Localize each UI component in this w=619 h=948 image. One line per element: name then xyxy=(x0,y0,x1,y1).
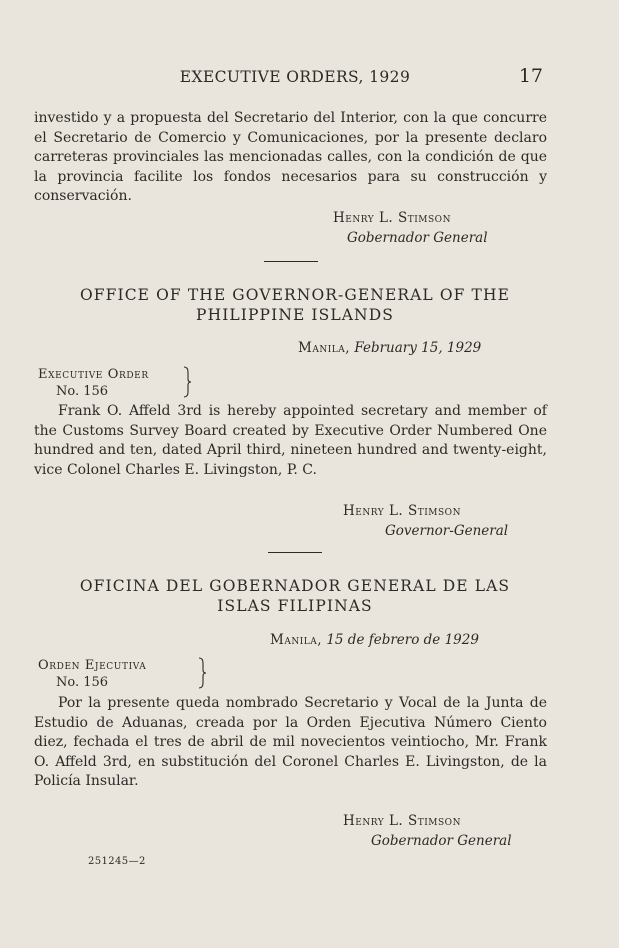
signer-name: Henry L. Stimson xyxy=(333,210,451,226)
signer-name: Henry L. Stimson xyxy=(343,813,461,829)
english-heading-line2: PHILIPPINE ISLANDS xyxy=(196,306,394,324)
order-label-text: Executive Order xyxy=(38,367,149,382)
continuation-paragraph: investido y a propuesta del Secretario del Interior, con la que concurre el Secretario de Comercio y Comunicaciones, por la presente declaro carreteras provinciales las mencionadas calles, con la condición de que la provincia facilite los fondos necesarios para su construcción y conservación. xyxy=(34,110,547,205)
page-number: 17 xyxy=(518,65,543,87)
order-label-text: Orden Ejecutiva xyxy=(38,658,147,673)
page-header xyxy=(0,65,619,90)
signer-name: Henry L. Stimson xyxy=(343,503,461,519)
printer-code: 251245—2 xyxy=(88,856,146,867)
spanish-order-body xyxy=(34,694,547,792)
english-dateline xyxy=(298,340,481,356)
dateline-date: February 15, 1929 xyxy=(354,340,482,356)
dateline-place: Manila, xyxy=(298,340,351,356)
spanish-body-text: Por la presente queda nombrado Secretario y Vocal de la Junta de Estudio de Aduanas, creada por la Orden Ejecutiva Número Ciento diez, fechada el tres de abril de mil novecientos veintiocho, Mr. Frank O. Affeld 3rd, en substitución del Coronel Charles E. Livingston, de la Policía Insular. xyxy=(34,695,547,790)
english-order-body xyxy=(34,402,547,480)
signer-title: Gobernador General xyxy=(371,833,512,849)
english-heading xyxy=(30,285,560,325)
continuation-signature xyxy=(333,208,488,248)
spanish-heading-line1: OFICINA DEL GOBERNADOR GENERAL DE LAS xyxy=(79,577,511,595)
brace-icon xyxy=(183,366,191,398)
section-divider xyxy=(268,552,322,553)
spanish-heading xyxy=(30,576,560,616)
english-signature xyxy=(343,501,508,541)
dateline-date: 15 de febrero de 1929 xyxy=(326,632,479,648)
english-order-label xyxy=(38,366,149,400)
order-number: No. 156 xyxy=(56,384,109,399)
spanish-heading-line2: ISLAS FILIPINAS xyxy=(217,597,373,615)
english-heading-line1: OFFICE OF THE GOVERNOR-GENERAL OF THE xyxy=(79,286,511,304)
spanish-order-label xyxy=(38,657,146,691)
spanish-signature xyxy=(343,811,512,851)
brace-icon xyxy=(198,657,206,689)
english-body-text: Frank O. Affeld 3rd is hereby appointed secretary and member of the Customs Survey Board created by Executive Order Numbered One hundred and ten, dated April third, nineteen hundred and twenty-eight, vice Colonel Charles E. Livingston, P. C. xyxy=(34,403,547,478)
running-title: EXECUTIVE ORDERS, 1929 xyxy=(179,68,411,86)
section-divider xyxy=(264,261,318,262)
signer-title: Governor-General xyxy=(385,523,509,539)
order-number: No. 156 xyxy=(56,675,109,690)
signer-title: Gobernador General xyxy=(347,230,488,246)
dateline-place: Manila, xyxy=(270,632,323,648)
spanish-dateline xyxy=(270,632,479,648)
